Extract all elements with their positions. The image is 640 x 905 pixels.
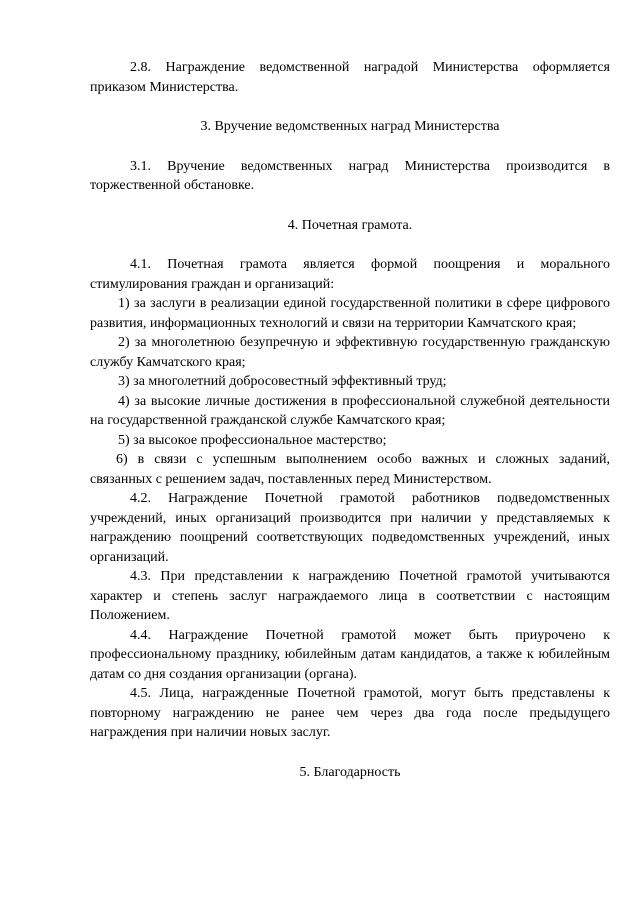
paragraph-2-8: 2.8. Награждение ведомственной наградой Министерства оформляется приказом Министерства. <box>90 60 610 95</box>
paragraph-4-3: 4.3. При представлении к награждению Почетной грамотой учитываются характер и степень заслуг награждаемого лица в соответствии с настоящим Положением. <box>90 569 610 623</box>
list-item-4: 4) за высокие личные достижения в профессиональной служебной деятельности на государственной гражданской службе Камчатского края; <box>90 393 610 428</box>
paragraph-4-2: 4.2. Награждение Почетной грамотой работников подведомственных учреждений, иных организаций производится при наличии у представляемых к награждению поощрений соответствующих подведомственных учреждений, иных организаций. <box>90 491 610 565</box>
list-item-3: 3) за многолетний добросовестный эффективный труд; <box>118 374 447 389</box>
list-item-1: 1) за заслуги в реализации единой государственной политики в сфере цифрового развития, информационных технологий и связи на территории Камчатского края; <box>90 296 610 331</box>
document-body <box>90 58 610 782</box>
section-5-heading: 5. Благодарность <box>299 764 401 780</box>
section-3-heading: 3. Вручение ведомственных наград Министерства <box>200 119 500 134</box>
section-4-heading: 4. Почетная грамота. <box>287 217 413 233</box>
paragraph-4-1: 4.1. Почетная грамота является формой поощрения и морального стимулирования граждан и организаций: <box>90 257 610 292</box>
paragraph-4-5: 4.5. Лица, награжденные Почетной грамотой, могут быть представлены к повторному награждению не ранее чем через два года после предыдущего награждения при наличии новых заслуг. <box>90 686 610 740</box>
list-item-6: 6) в связи с успешным выполнением особо важных и сложных заданий, связанных с решением задач, поставленных перед Министерством. <box>90 452 610 487</box>
paragraph-3-1: 3.1. Вручение ведомственных наград Министерства производится в торжественной обстановке. <box>90 158 610 193</box>
list-item-5: 5) за высокое профессиональное мастерство; <box>118 432 387 448</box>
paragraph-4-4: 4.4. Награждение Почетной грамотой может быть приурочено к профессиональному празднику, юбилейным датам кандидатов, а также к юбилейным датам со дня создания организации (органа). <box>90 627 610 682</box>
list-item-2: 2) за многолетнюю безупречную и эффективную государственную гражданскую службу Камчатского края; <box>90 335 610 370</box>
